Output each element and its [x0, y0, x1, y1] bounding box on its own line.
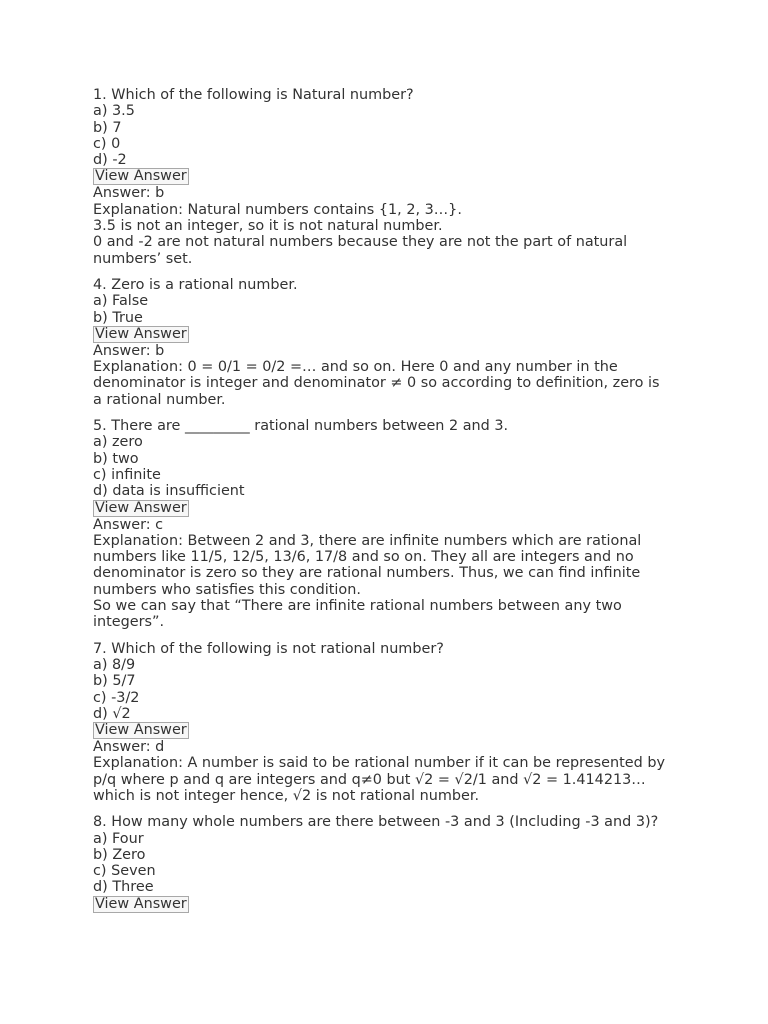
- view-answer-button[interactable]: View Answer: [95, 168, 187, 185]
- explanation-text: So we can say that “There are infinite rational numbers between any two integers”.: [93, 598, 622, 631]
- question-text: 5. There are _________ rational numbers between 2 and 3.: [93, 418, 509, 435]
- answer-option: c) infinite: [93, 466, 161, 483]
- answer-option: a) False: [93, 293, 149, 310]
- answer-option: b) 7: [93, 119, 122, 136]
- answer-text: Answer: d: [93, 739, 165, 756]
- answer-option: b) 5/7: [93, 673, 136, 690]
- answer-text: Answer: c: [93, 516, 164, 533]
- answer-option: a) Four: [93, 830, 144, 847]
- answer-option: d) data is insufficient: [93, 483, 245, 500]
- answer-option: d) -2: [93, 152, 127, 169]
- question-block: [93, 277, 668, 408]
- answer-option: b) True: [93, 309, 143, 326]
- question-text: 8. How many whole numbers are there between -3 and 3 (Including -3 and 3)?: [93, 814, 659, 831]
- answer-option: a) zero: [93, 434, 143, 451]
- question-block: [93, 87, 668, 267]
- question-text: 4. Zero is a rational number.: [93, 276, 298, 293]
- question-text: 1. Which of the following is Natural number?: [93, 87, 414, 103]
- question-block: [93, 641, 668, 805]
- view-answer-button[interactable]: View Answer: [95, 895, 187, 912]
- answer-option: d) Three: [93, 879, 154, 896]
- explanation-text: 3.5 is not an integer, so it is not natural number.: [93, 218, 443, 235]
- answer-option: c) -3/2: [93, 689, 140, 706]
- answer-text: Answer: b: [93, 185, 165, 202]
- document-body: [93, 87, 668, 923]
- question-block: [93, 418, 668, 631]
- answer-text: Answer: b: [93, 342, 165, 359]
- explanation-text: Explanation: Natural numbers contains {1, 2, 3…}.: [93, 201, 462, 218]
- explanation-text: 0 and -2 are not natural numbers because they are not the part of natural numbers’ set.: [93, 234, 628, 267]
- question-text: 7. Which of the following is not rational number?: [93, 640, 444, 657]
- explanation-text: Explanation: 0 = 0/1 = 0/2 =… and so on. Here 0 and any number in the denominator is integer and denominator ≠ 0 so according to definition, zero is a rational number.: [93, 359, 660, 408]
- explanation-text: Explanation: Between 2 and 3, there are infinite numbers which are rational numbers like 11/5, 12/5, 13/6, 17/8 and so on. They all are integers and no denominator is zero so they are rational numbers. Thus, we can find infinite numbers who satisfies this condition.: [93, 532, 642, 598]
- answer-option: a) 8/9: [93, 656, 136, 673]
- answer-option: c) 0: [93, 135, 121, 152]
- explanation-text: Explanation: A number is said to be rational number if it can be represented by p/q where p and q are integers and q≠0 but √2 = √2/1 and √2 = 1.414213… which is not integer hence, √2 is not rational number.: [93, 755, 665, 804]
- answer-option: c) Seven: [93, 863, 156, 880]
- question-block: [93, 814, 668, 912]
- answer-option: d) √2: [93, 705, 131, 722]
- answer-option: b) Zero: [93, 846, 146, 863]
- view-answer-button[interactable]: View Answer: [95, 722, 187, 739]
- answer-option: a) 3.5: [93, 103, 135, 120]
- answer-option: b) two: [93, 450, 139, 467]
- view-answer-button[interactable]: View Answer: [95, 499, 187, 516]
- view-answer-button[interactable]: View Answer: [95, 325, 187, 342]
